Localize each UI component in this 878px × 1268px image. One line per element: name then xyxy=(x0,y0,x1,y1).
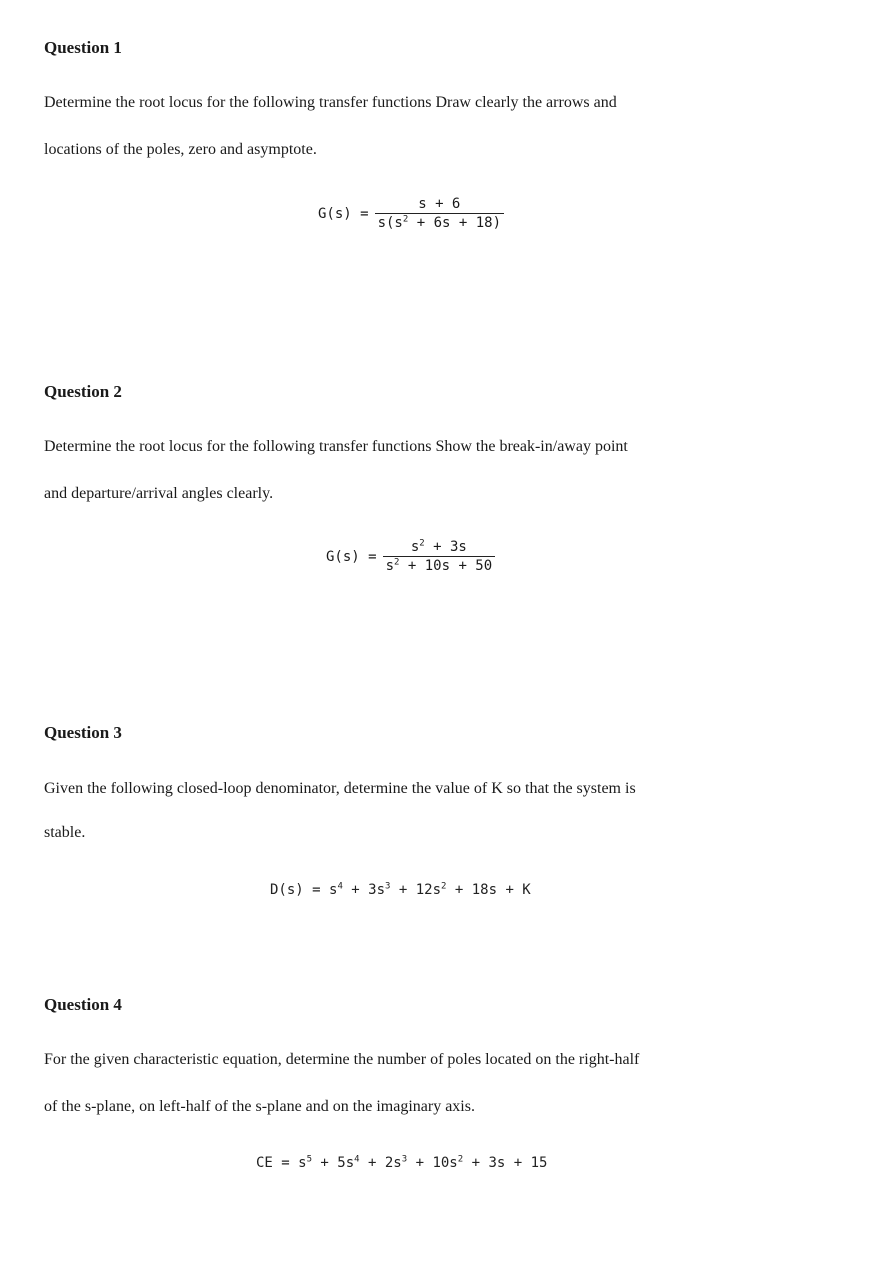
question-2-heading: Question 2 xyxy=(44,382,122,401)
question-1-heading: Question 1 xyxy=(44,38,122,57)
question-3-text-line-2: stable. xyxy=(44,824,86,841)
question-1-text-line-2: locations of the poles, zero and asymptote. xyxy=(44,141,317,158)
question-2-transfer-function xyxy=(326,539,495,574)
equation-lhs: G(s) = xyxy=(318,205,369,222)
numerator: $s^2 + 3s$ xyxy=(410,538,467,555)
question-2-text-line-2: and departure/arrival angles clearly. xyxy=(44,485,274,502)
denominator: $s^2 + 10s + 50$ xyxy=(385,557,493,574)
question-3-heading: Question 3 xyxy=(44,723,122,742)
question-4-heading: Question 4 xyxy=(44,995,122,1014)
question-1-text-line-1: Determine the root locus for the following transfer functions Draw clearly the arrows and xyxy=(44,94,617,111)
numerator: s + 6 xyxy=(418,196,461,212)
fraction-bar xyxy=(383,556,496,557)
fraction-bar xyxy=(375,213,504,214)
question-2-text-line-1: Determine the root locus for the following transfer functions Show the break-in/away point xyxy=(44,438,628,455)
question-1-transfer-function xyxy=(318,196,504,231)
equation-lhs: G(s) = xyxy=(326,548,377,565)
question-4-text-line-2: of the s-plane, on left-half of the s-plane and on the imaginary axis. xyxy=(44,1098,475,1115)
question-3-text-line-1: Given the following closed-loop denominator, determine the value of K so that the system is xyxy=(44,780,636,797)
question-3-denominator-equation: $D(s) = s^4 + 3s^3 + 12s^2 + 18s + K$ xyxy=(270,881,531,898)
question-4-characteristic-equation: CE = $s^5 + 5s^4 + 2s^3 + 10s^2 + 3s + 15$ xyxy=(256,1154,548,1171)
denominator: $s(s^2 + 6s + 18)$ xyxy=(377,214,502,231)
question-4-text-line-1: For the given characteristic equation, determine the number of poles located on the right-half xyxy=(44,1051,640,1068)
